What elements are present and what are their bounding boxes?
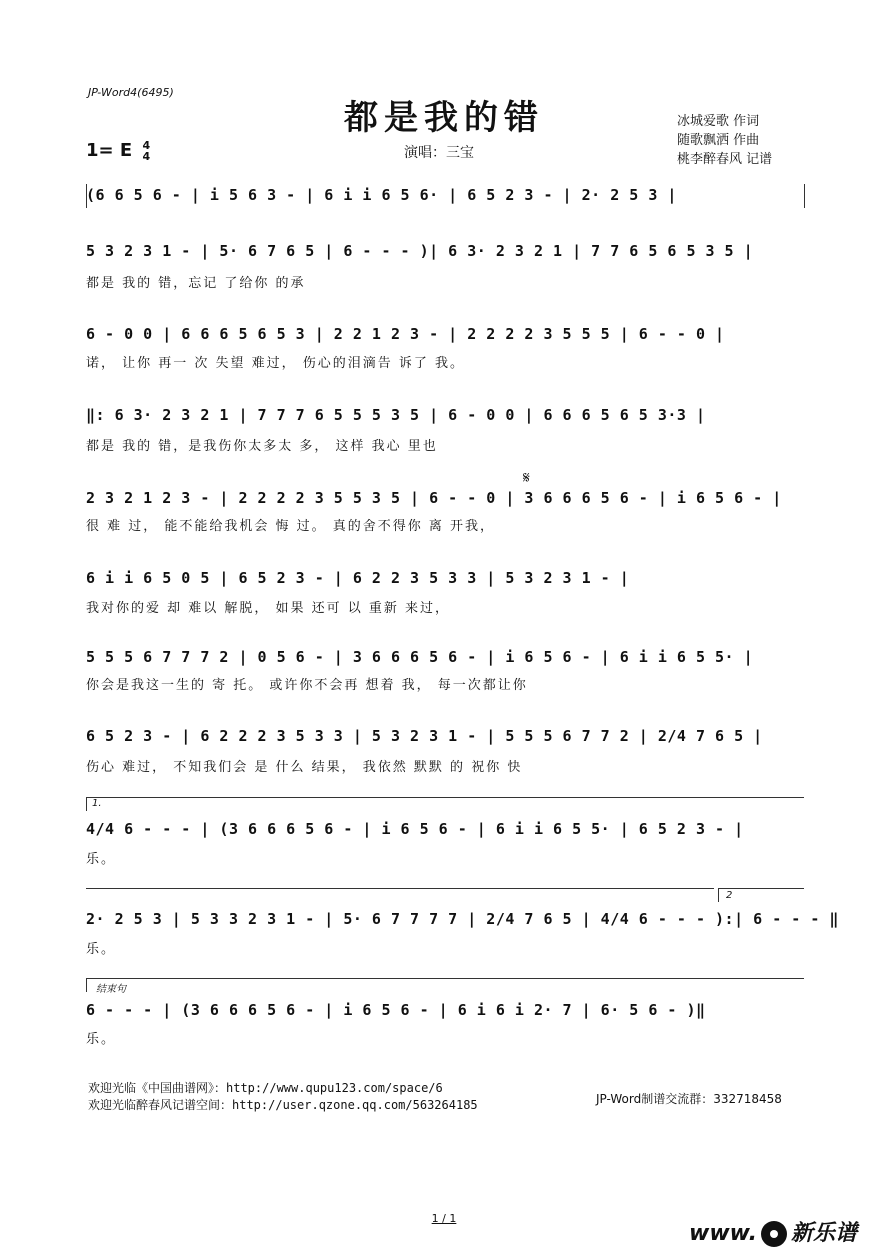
lyric-line-8: 伤心 难过， 不知我们会 是 什么 结果， 我依然 默默 的 祝你 快 xyxy=(86,760,523,775)
lyric-line-2: 都是 我的 错，忘记 了给你 的承 xyxy=(86,276,306,291)
volta-2-label: 2 xyxy=(726,890,733,901)
score-line-11: 6 - - - | (3 6 6 6 5 6 - | i 6 5 6 - | 6 i 6 i 2· 7 | 6· 5 6 - )‖ xyxy=(86,1001,706,1019)
score-line-4: ‖: 6 3· 2 3 2 1 | 7 7 7 6 5 5 5 3 5 | 6 - 0 0 | 6 6 6 5 6 5 3·3 | xyxy=(86,406,706,424)
lyricist-credit: 冰城爱歌 作词 xyxy=(677,114,760,129)
key-signature xyxy=(86,140,150,162)
ending-label: 结束句 xyxy=(96,984,126,995)
software-label: JP-Word4(6495) xyxy=(88,86,174,99)
score-line-10: 2· 2 5 3 | 5 3 3 2 3 1 - | 5· 6 7 7 7 7 | 2/4 7 6 5 | 4/4 6 - - - ):| 6 - - - ‖ xyxy=(86,910,839,928)
qq-group: JP-Word制谱交流群：332718458 xyxy=(596,1092,782,1106)
lyric-line-4: 都是 我的 错，是我伤你太多太 多， 这样 我心 里也 xyxy=(86,439,438,454)
footer-line-2: 欢迎光临醉春风记谱空间：http://user.qzone.qq.com/563264185 xyxy=(88,1098,478,1112)
footer-links xyxy=(88,1080,478,1114)
lyric-line-11: 乐。 xyxy=(86,1032,117,1047)
time-signature xyxy=(142,140,150,162)
key-label: 1= E xyxy=(86,140,133,161)
score-line-8: 6 5 2 3 - | 6 2 2 2 3 5 3 3 | 5 3 2 3 1 - | 5 5 5 6 7 7 2 | 2/4 7 6 5 | xyxy=(86,727,763,745)
site-logo xyxy=(689,1216,857,1247)
segno-sign: 𝄋 xyxy=(523,468,530,487)
lyric-line-7: 你会是我这一生的 寄 托。 或许你不会再 想着 我， 每一次都让你 xyxy=(86,678,528,693)
volta-1-label: 1. xyxy=(92,798,102,809)
song-title: 都是我的错 xyxy=(344,98,544,138)
score-line-9: 4/4 6 - - - | (3 6 6 6 5 6 - | i 6 5 6 - | 6 i i 6 5 5· | 6 5 2 3 - | xyxy=(86,820,744,838)
score-line-7: 5 5 5 6 7 7 7 2 | 0 5 6 - | 3 6 6 6 5 6 - | i 6 5 6 - | 6 i i 6 5 5· | xyxy=(86,648,754,666)
lyric-line-5: 很 难 过， 能不能给我机会 悔 过。 真的舍不得你 离 开我， xyxy=(86,519,496,534)
lyric-line-10: 乐。 xyxy=(86,942,117,957)
score-line-5: 2 3 2 1 2 3 - | 2 2 2 2 3 5 5 3 5 | 6 - - 0 | 3 6 6 6 5 6 - | i 6 5 6 - | xyxy=(86,489,782,507)
composer-credit: 随歌飘洒 作曲 xyxy=(677,133,760,148)
score-line-1: (6 6 5 6 - | i 5 6 3 - | 6 i i 6 5 6· | 6 5 2 3 - | 2· 2 5 3 | xyxy=(86,186,677,204)
page-number-text: 1 / 1 xyxy=(431,1212,457,1225)
disc-icon xyxy=(761,1221,787,1247)
time-bottom: 4 xyxy=(142,150,151,163)
score-line-3: 6 - 0 0 | 6 6 6 5 6 5 3 | 2 2 1 2 3 - | 2 2 2 2 3 5 5 5 | 6 - - 0 | xyxy=(86,325,725,343)
lyric-line-9: 乐。 xyxy=(86,852,117,867)
logo-prefix: www. xyxy=(689,1221,757,1246)
transcriber-credit: 桃李醉春风 记谱 xyxy=(677,152,773,167)
footer-line-1: 欢迎光临《中国曲谱网》：http://www.qupu123.com/space/6 xyxy=(88,1081,443,1095)
singer: 演唱：三宝 xyxy=(404,145,474,161)
time-top: 4 xyxy=(142,139,151,152)
lyric-line-6: 我对你的爱 却 难以 解脱， 如果 还可 以 重新 来过， xyxy=(86,601,451,616)
score-line-2: 5 3 2 3 1 - | 5· 6 7 6 5 | 6 - - - )| 6 3· 2 3 2 1 | 7 7 6 5 6 5 3 5 | xyxy=(86,242,754,260)
logo-text: 新乐谱 xyxy=(790,1221,857,1246)
lyric-line-3: 诺， 让你 再一 次 失望 难过， 伤心的泪滴告 诉了 我。 xyxy=(86,356,466,371)
score-line-6: 6 i i 6 5 0 5 | 6 5 2 3 - | 6 2 2 3 5 3 3 | 5 3 2 3 1 - | xyxy=(86,569,630,587)
credits xyxy=(677,112,772,169)
